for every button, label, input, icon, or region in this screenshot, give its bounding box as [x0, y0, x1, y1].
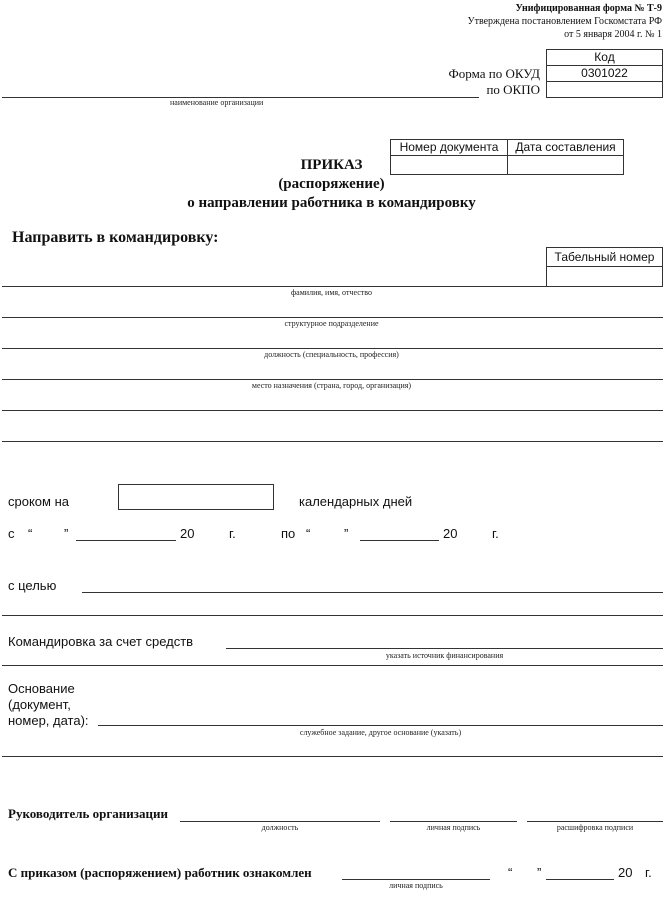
acquainted-signature-line[interactable]: [342, 879, 490, 880]
doc-date-header: Дата составления: [507, 139, 624, 156]
head-signature-caption: личная подпись: [426, 823, 481, 832]
tabel-header: Табельный номер: [546, 247, 663, 267]
destination-line[interactable]: [2, 379, 663, 380]
okpo-value[interactable]: [546, 81, 663, 98]
organization-caption: наименование организации: [170, 98, 264, 107]
okud-value[interactable]: 0301022: [546, 65, 663, 82]
term-label: сроком на: [8, 494, 69, 509]
doc-number-header: Номер документа: [390, 139, 508, 156]
date-to-month-line[interactable]: [360, 540, 439, 541]
approval-date: от 5 января 2004 г. № 1: [564, 29, 662, 40]
basis-line[interactable]: [98, 725, 663, 726]
funding-line[interactable]: [226, 648, 663, 649]
okpo-label: по ОКПО: [486, 82, 540, 97]
position-caption: должность (специальность, профессия): [264, 350, 399, 359]
date-to-year-suffix: г.: [492, 526, 499, 541]
purpose-line-2[interactable]: [2, 615, 663, 616]
code-header: Код: [546, 49, 663, 66]
destination-line-2[interactable]: [2, 410, 663, 411]
date-from-label: с: [8, 526, 15, 541]
okud-label: Форма по ОКУД: [448, 66, 540, 81]
funding-caption: указать источник финансирования: [385, 651, 504, 660]
head-decode-line[interactable]: [527, 821, 663, 822]
acquainted-year: 20: [618, 865, 633, 880]
title-rasporyazhenie: (распоряжение): [278, 176, 385, 192]
acquainted-signature-caption: личная подпись: [389, 881, 443, 890]
acquainted-label: С приказом (распоряжением) работник ознакомлен: [8, 865, 312, 880]
head-signature-line[interactable]: [390, 821, 517, 822]
basis-label-1: Основание: [8, 681, 75, 696]
acquainted-date-line[interactable]: [546, 879, 614, 880]
date-to-label: по: [281, 526, 296, 541]
date-to-quote-open: “: [306, 526, 311, 541]
acquainted-quote-close: ”: [537, 865, 542, 880]
date-from-year: 20: [180, 526, 195, 541]
date-from-quote-close: ”: [64, 526, 69, 541]
purpose-label: с целью: [8, 578, 57, 593]
acquainted-quote-open: “: [508, 865, 513, 880]
date-from-quote-open: “: [28, 526, 33, 541]
destination-caption: место назначения (страна, город, организация): [251, 381, 412, 390]
funding-line-2[interactable]: [2, 665, 663, 666]
form-name: Унифицированная форма № Т-9: [515, 3, 662, 14]
send-label: Направить в командировку:: [12, 229, 219, 246]
date-from-year-suffix: г.: [229, 526, 236, 541]
approval-text: Утверждена постановлением Госкомстата РФ: [467, 16, 662, 27]
head-position-line[interactable]: [180, 821, 380, 822]
department-line[interactable]: [2, 317, 663, 318]
funding-label: Командировка за счет средств: [8, 634, 194, 649]
position-line[interactable]: [2, 348, 663, 349]
term-suffix: календарных дней: [299, 494, 413, 509]
basis-label-3: номер, дата):: [8, 713, 89, 728]
fio-line[interactable]: [2, 286, 546, 287]
purpose-line[interactable]: [82, 592, 663, 593]
department-caption: структурное подразделение: [284, 319, 379, 328]
date-to-quote-close: ”: [344, 526, 349, 541]
title-subject: о направлении работника в командировку: [187, 195, 476, 211]
fio-caption: фамилия, имя, отчество: [291, 288, 372, 297]
head-decode-caption: расшифровка подписи: [556, 823, 634, 832]
basis-label-2: (документ,: [8, 697, 71, 712]
basis-caption: служебное задание, другое основание (указать): [299, 728, 462, 737]
tabel-field[interactable]: [546, 266, 663, 287]
title-prikaz: ПРИКАЗ: [300, 157, 363, 173]
term-days-field[interactable]: [118, 484, 274, 510]
date-from-month-line[interactable]: [76, 540, 176, 541]
date-to-year: 20: [443, 526, 458, 541]
head-position-caption: должность: [261, 823, 299, 832]
basis-line-2[interactable]: [2, 756, 663, 757]
acquainted-year-suffix: г.: [645, 865, 652, 880]
destination-line-3[interactable]: [2, 441, 663, 442]
head-label: Руководитель организации: [8, 806, 168, 821]
